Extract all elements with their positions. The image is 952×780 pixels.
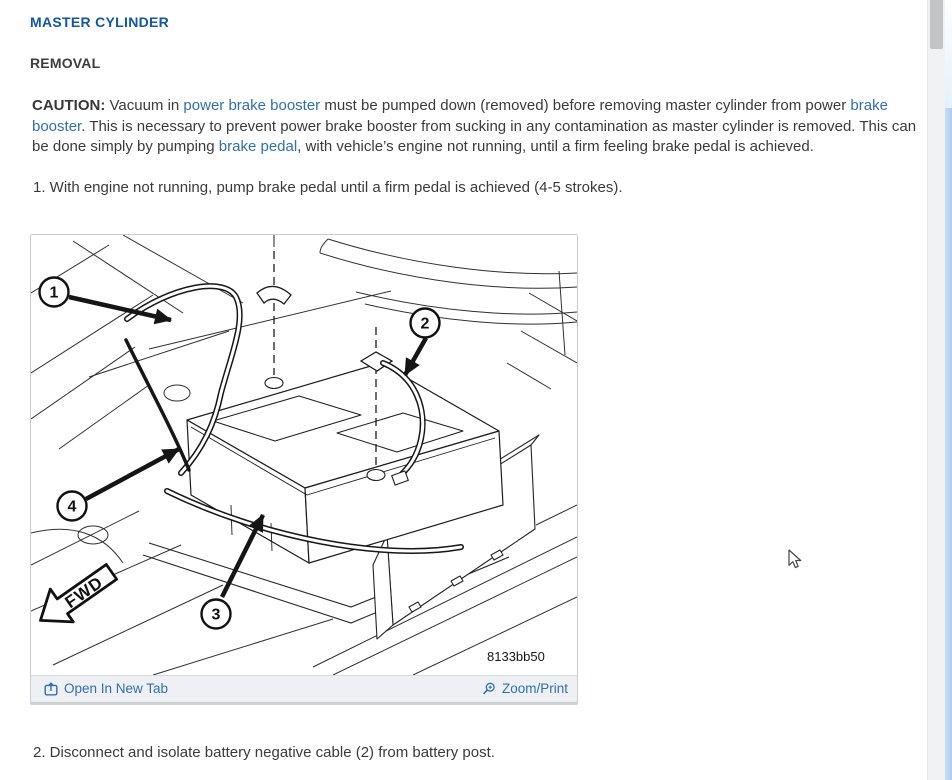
callout-2-arrow — [405, 338, 426, 375]
zoom-magnifier-icon — [482, 682, 496, 696]
callout-4-badge — [58, 492, 87, 521]
zoom-print-label: Zoom/Print — [501, 681, 568, 697]
open-in-new-tab-link[interactable] — [44, 682, 168, 696]
caution-paragraph — [30, 96, 918, 158]
window-edge-strip — [945, 108, 952, 780]
link-brake-pedal[interactable]: brake pedal — [218, 138, 298, 155]
callout-3-badge — [202, 600, 231, 629]
step-2-text: 2. Disconnect and isolate battery negative cable (2) from battery post. — [33, 744, 495, 761]
zoom-print-link[interactable] — [482, 682, 568, 696]
svg-text:2: 2 — [420, 315, 430, 333]
svg-text:3: 3 — [211, 606, 221, 624]
link-power-brake-booster[interactable]: power brake booster — [183, 97, 321, 114]
window-edge-strip-top — [945, 0, 952, 108]
svg-text:1: 1 — [49, 284, 59, 302]
engine-bay-illustration — [31, 235, 577, 675]
article-content — [30, 0, 920, 764]
open-in-new-tab-label: Open In New Tab — [64, 681, 169, 697]
callout-1-badge — [40, 278, 69, 307]
figure-drawing — [31, 235, 577, 675]
caution-text: must be pumped down (removed) before removing master cylinder from power — [320, 97, 851, 114]
caution-text: . This is necessary to prevent power brake booster from sucking in any contamination as master cylinder is removed. This can be done simply by pumping — [32, 117, 917, 155]
figure-toolbar — [31, 675, 577, 702]
fwd-direction-arrow — [31, 555, 122, 637]
step-1-text: 1. With engine not running, pump brake pedal until a firm pedal is achieved (4-5 strokes). — [33, 178, 623, 196]
fwd-label: FWD — [61, 572, 107, 613]
callout-3-arrow — [222, 515, 263, 597]
link-brake-booster[interactable]: brake booster — [32, 97, 888, 135]
figure-frame — [30, 234, 578, 703]
figure-caption-code: 8133bb50 — [487, 649, 545, 664]
callout-2-badge — [411, 309, 440, 338]
section-heading-removal: REMOVAL — [30, 55, 101, 71]
caution-text: Vacuum in — [105, 97, 184, 114]
page-title: MASTER CYLINDER — [30, 14, 170, 30]
svg-text:4: 4 — [67, 498, 77, 516]
open-in-new-tab-icon — [44, 682, 58, 696]
vertical-scrollbar-thumb[interactable] — [930, 0, 943, 49]
vertical-scrollbar-track[interactable] — [927, 0, 945, 780]
caution-label: CAUTION: — [32, 97, 106, 114]
caution-text: , with vehicle’s engine not running, until a firm feeling brake pedal is achieved. — [297, 138, 814, 155]
